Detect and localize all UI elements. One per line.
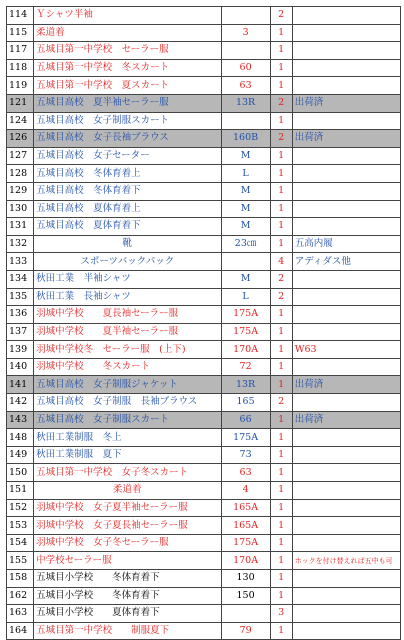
- item-number-cell: 119: [7, 77, 34, 95]
- item-quantity-cell: 1: [270, 200, 292, 218]
- item-size-cell: L: [221, 288, 270, 306]
- item-name-cell: 柔道着: [34, 482, 221, 500]
- item-note-cell: [292, 200, 400, 218]
- item-name-cell: 羽城中学校 夏半袖セーラー服: [34, 323, 221, 341]
- item-number-cell: 132: [7, 235, 34, 253]
- item-note-cell: [292, 499, 400, 517]
- item-note-cell: 出荷済: [292, 130, 400, 148]
- item-size-cell: 150: [221, 587, 270, 605]
- item-number-cell: 130: [7, 200, 34, 218]
- item-name-cell: 五城目第一中学校 夏スカート: [34, 77, 221, 95]
- item-number-cell: 137: [7, 323, 34, 341]
- item-size-cell: [221, 605, 270, 623]
- item-number-cell: 118: [7, 59, 34, 77]
- item-note-cell: [292, 464, 400, 482]
- item-name-cell: 五城目小学校 冬体育着下: [34, 587, 221, 605]
- item-note-cell: [292, 42, 400, 60]
- item-number-cell: 121: [7, 94, 34, 112]
- table-row: [7, 165, 401, 183]
- item-size-cell: L: [221, 165, 270, 183]
- item-note-cell: [292, 288, 400, 306]
- item-quantity-cell: 1: [270, 446, 292, 464]
- item-quantity-cell: 1: [270, 235, 292, 253]
- table-row: [7, 288, 401, 306]
- item-number-cell: 150: [7, 464, 34, 482]
- item-quantity-cell: 1: [270, 165, 292, 183]
- item-quantity-cell: 1: [270, 534, 292, 552]
- item-note-cell: W63: [292, 341, 400, 359]
- item-name-cell: 五城目高校 女子制服 長袖ブラウス: [34, 394, 221, 412]
- table-row: [7, 24, 401, 42]
- item-note-cell: ホックを付け替えれば五中も可: [292, 552, 400, 570]
- table-row: [7, 200, 401, 218]
- item-number-cell: 129: [7, 182, 34, 200]
- item-quantity-cell: 2: [270, 94, 292, 112]
- table-row: [7, 411, 401, 429]
- table-row: [7, 394, 401, 412]
- item-quantity-cell: 1: [270, 570, 292, 588]
- item-quantity-cell: 1: [270, 147, 292, 165]
- item-size-cell: 63: [221, 464, 270, 482]
- item-size-cell: 4: [221, 482, 270, 500]
- item-number-cell: 158: [7, 570, 34, 588]
- item-size-cell: 165A: [221, 517, 270, 535]
- item-name-cell: 五城目高校 女子制服スカート: [34, 112, 221, 130]
- item-size-cell: 79: [221, 622, 270, 640]
- table-row: [7, 112, 401, 130]
- item-name-cell: 五城目第一中学校 女子冬スカート: [34, 464, 221, 482]
- table-row: [7, 464, 401, 482]
- table-row: [7, 147, 401, 165]
- item-note-cell: [292, 446, 400, 464]
- item-name-cell: 羽城中学校 女子夏長袖セーラー服: [34, 517, 221, 535]
- item-note-cell: [292, 534, 400, 552]
- table-row: [7, 306, 401, 324]
- item-note-cell: [292, 112, 400, 130]
- item-number-cell: 143: [7, 411, 34, 429]
- item-quantity-cell: 1: [270, 482, 292, 500]
- item-quantity-cell: 1: [270, 499, 292, 517]
- item-size-cell: 170A: [221, 552, 270, 570]
- item-name-cell: 五城目高校 夏半袖セーラー服: [34, 94, 221, 112]
- item-number-cell: 117: [7, 42, 34, 60]
- item-size-cell: M: [221, 218, 270, 236]
- item-name-cell: 五城目高校 冬体育着下: [34, 182, 221, 200]
- item-name-cell: 五城目高校 女子制服ジャケット: [34, 376, 221, 394]
- table-row: [7, 182, 401, 200]
- item-size-cell: 13R: [221, 376, 270, 394]
- item-name-cell: 柔道着: [34, 24, 221, 42]
- table-row: [7, 7, 401, 25]
- item-note-cell: [292, 429, 400, 447]
- item-quantity-cell: 1: [270, 42, 292, 60]
- item-quantity-cell: 1: [270, 77, 292, 95]
- item-quantity-cell: 2: [270, 130, 292, 148]
- item-note-cell: [292, 270, 400, 288]
- item-size-cell: 175A: [221, 429, 270, 447]
- item-number-cell: 140: [7, 358, 34, 376]
- item-name-cell: 五城目第一中学校 制服夏下: [34, 622, 221, 640]
- item-size-cell: [221, 253, 270, 271]
- table-row: [7, 552, 401, 570]
- item-note-cell: [292, 182, 400, 200]
- item-name-cell: 中学校セーラー服: [34, 552, 221, 570]
- item-name-cell: 五城目高校 冬体育着上: [34, 165, 221, 183]
- item-size-cell: 63: [221, 77, 270, 95]
- item-number-cell: 162: [7, 587, 34, 605]
- item-size-cell: M: [221, 147, 270, 165]
- item-quantity-cell: 1: [270, 218, 292, 236]
- item-size-cell: M: [221, 182, 270, 200]
- item-number-cell: 154: [7, 534, 34, 552]
- item-number-cell: 126: [7, 130, 34, 148]
- item-size-cell: [221, 112, 270, 130]
- item-name-cell: 秋田工業制服 夏下: [34, 446, 221, 464]
- table-row: [7, 376, 401, 394]
- item-size-cell: 160B: [221, 130, 270, 148]
- item-quantity-cell: 2: [270, 7, 292, 25]
- inventory-sheet: [6, 6, 401, 640]
- item-name-cell: 五城目第一中学校 セーラー服: [34, 42, 221, 60]
- item-size-cell: 13R: [221, 94, 270, 112]
- item-name-cell: 羽城中学校 女子冬セーラー服: [34, 534, 221, 552]
- item-note-cell: 出荷済: [292, 376, 400, 394]
- item-quantity-cell: 1: [270, 517, 292, 535]
- item-note-cell: [292, 358, 400, 376]
- item-number-cell: 124: [7, 112, 34, 130]
- item-size-cell: M: [221, 200, 270, 218]
- item-number-cell: 114: [7, 7, 34, 25]
- item-name-cell: 五城目小学校 夏体育着下: [34, 605, 221, 623]
- item-size-cell: [221, 7, 270, 25]
- table-row: [7, 235, 401, 253]
- item-quantity-cell: 2: [270, 288, 292, 306]
- table-row: [7, 446, 401, 464]
- item-quantity-cell: 1: [270, 358, 292, 376]
- item-name-cell: 五城目高校 夏体育着上: [34, 200, 221, 218]
- item-name-cell: 五城目高校 女子長袖ブラウス: [34, 130, 221, 148]
- item-size-cell: 73: [221, 446, 270, 464]
- item-note-cell: 五高内履: [292, 235, 400, 253]
- item-name-cell: 秋田工業 長袖シャツ: [34, 288, 221, 306]
- item-size-cell: 165A: [221, 499, 270, 517]
- item-note-cell: [292, 622, 400, 640]
- item-size-cell: M: [221, 270, 270, 288]
- item-name-cell: 秋田工業 半袖シャツ: [34, 270, 221, 288]
- item-note-cell: 出荷済: [292, 94, 400, 112]
- item-quantity-cell: 2: [270, 394, 292, 412]
- item-quantity-cell: 1: [270, 182, 292, 200]
- item-quantity-cell: 1: [270, 306, 292, 324]
- item-name-cell: 羽城中学校 冬スカート: [34, 358, 221, 376]
- item-note-cell: [292, 165, 400, 183]
- item-number-cell: 163: [7, 605, 34, 623]
- item-quantity-cell: 1: [270, 622, 292, 640]
- item-number-cell: 155: [7, 552, 34, 570]
- item-name-cell: 五城目高校 夏体育着下: [34, 218, 221, 236]
- item-note-cell: [292, 605, 400, 623]
- item-note-cell: [292, 59, 400, 77]
- item-number-cell: 133: [7, 253, 34, 271]
- item-quantity-cell: 1: [270, 323, 292, 341]
- item-size-cell: 72: [221, 358, 270, 376]
- item-number-cell: 149: [7, 446, 34, 464]
- table-row: [7, 130, 401, 148]
- table-row: [7, 605, 401, 623]
- item-number-cell: 115: [7, 24, 34, 42]
- inventory-table: [6, 6, 401, 640]
- item-size-cell: 165: [221, 394, 270, 412]
- item-quantity-cell: 1: [270, 464, 292, 482]
- table-row: [7, 358, 401, 376]
- item-quantity-cell: 3: [270, 605, 292, 623]
- item-name-cell: 秋田工業制服 冬上: [34, 429, 221, 447]
- item-size-cell: 23㎝: [221, 235, 270, 253]
- item-quantity-cell: 1: [270, 112, 292, 130]
- item-number-cell: 141: [7, 376, 34, 394]
- item-note-cell: [292, 7, 400, 25]
- item-quantity-cell: 1: [270, 411, 292, 429]
- item-number-cell: 139: [7, 341, 34, 359]
- item-size-cell: 170A: [221, 341, 270, 359]
- item-number-cell: 135: [7, 288, 34, 306]
- item-number-cell: 148: [7, 429, 34, 447]
- item-size-cell: [221, 42, 270, 60]
- item-quantity-cell: 1: [270, 24, 292, 42]
- table-row: [7, 429, 401, 447]
- item-quantity-cell: 2: [270, 270, 292, 288]
- item-name-cell: 五城目高校 女子セーター: [34, 147, 221, 165]
- item-note-cell: [292, 394, 400, 412]
- table-row: [7, 570, 401, 588]
- item-number-cell: 128: [7, 165, 34, 183]
- item-number-cell: 134: [7, 270, 34, 288]
- item-note-cell: [292, 570, 400, 588]
- table-row: [7, 587, 401, 605]
- item-name-cell: 羽城中学校冬 セーラー服 (上下): [34, 341, 221, 359]
- item-note-cell: [292, 218, 400, 236]
- table-row: [7, 323, 401, 341]
- item-note-cell: 出荷済: [292, 411, 400, 429]
- table-row: [7, 482, 401, 500]
- item-note-cell: [292, 306, 400, 324]
- item-number-cell: 131: [7, 218, 34, 236]
- table-row: [7, 270, 401, 288]
- table-row: [7, 59, 401, 77]
- item-name-cell: 靴: [34, 235, 221, 253]
- item-note-cell: [292, 587, 400, 605]
- item-note-cell: [292, 147, 400, 165]
- item-note-cell: [292, 482, 400, 500]
- table-row: [7, 42, 401, 60]
- table-row: [7, 218, 401, 236]
- table-row: [7, 253, 401, 271]
- item-quantity-cell: 1: [270, 552, 292, 570]
- item-note-cell: [292, 77, 400, 95]
- item-quantity-cell: 1: [270, 376, 292, 394]
- item-note-cell: [292, 24, 400, 42]
- item-quantity-cell: 1: [270, 429, 292, 447]
- item-size-cell: 66: [221, 411, 270, 429]
- item-name-cell: 五城目第一中学校 冬スカート: [34, 59, 221, 77]
- table-row: [7, 341, 401, 359]
- item-number-cell: 164: [7, 622, 34, 640]
- table-row: [7, 499, 401, 517]
- table-row: [7, 517, 401, 535]
- item-size-cell: 175A: [221, 534, 270, 552]
- item-size-cell: 175A: [221, 323, 270, 341]
- item-number-cell: 136: [7, 306, 34, 324]
- item-size-cell: 3: [221, 24, 270, 42]
- inventory-table-body: [7, 7, 401, 640]
- item-name-cell: 五城目小学校 冬体育着下: [34, 570, 221, 588]
- item-name-cell: Ｙシャツ半袖: [34, 7, 221, 25]
- item-size-cell: 60: [221, 59, 270, 77]
- item-number-cell: 151: [7, 482, 34, 500]
- item-name-cell: 羽城中学校 女子夏半袖セーラー服: [34, 499, 221, 517]
- item-quantity-cell: 4: [270, 253, 292, 271]
- item-quantity-cell: 1: [270, 587, 292, 605]
- item-size-cell: 130: [221, 570, 270, 588]
- table-row: [7, 622, 401, 640]
- item-note-cell: [292, 323, 400, 341]
- item-note-cell: アディダス他: [292, 253, 400, 271]
- item-number-cell: 153: [7, 517, 34, 535]
- table-row: [7, 77, 401, 95]
- item-name-cell: 羽城中学校 夏長袖セーラー服: [34, 306, 221, 324]
- item-quantity-cell: 1: [270, 59, 292, 77]
- table-row: [7, 534, 401, 552]
- item-number-cell: 127: [7, 147, 34, 165]
- item-number-cell: 152: [7, 499, 34, 517]
- item-size-cell: 175A: [221, 306, 270, 324]
- item-number-cell: 142: [7, 394, 34, 412]
- item-name-cell: スポーツバックパック: [34, 253, 221, 271]
- item-note-cell: [292, 517, 400, 535]
- item-quantity-cell: 1: [270, 341, 292, 359]
- table-row: [7, 94, 401, 112]
- item-name-cell: 五城目高校 女子制服スカート: [34, 411, 221, 429]
